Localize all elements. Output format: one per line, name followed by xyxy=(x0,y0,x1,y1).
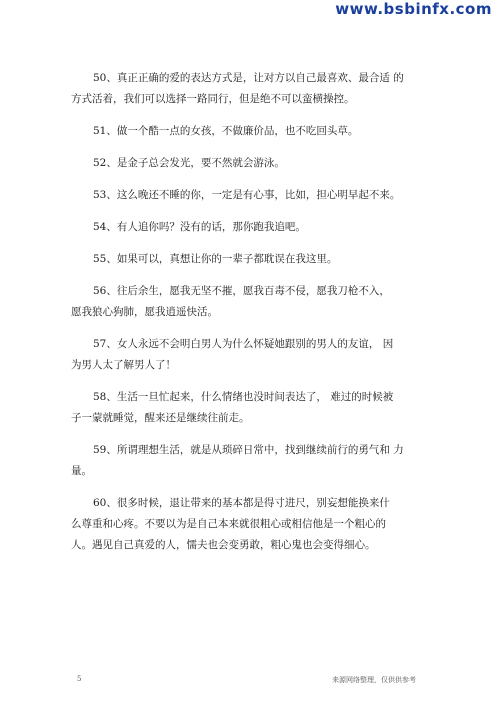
paragraph xyxy=(71,334,423,376)
paragraph xyxy=(71,440,423,482)
paragraph-line: 51、做一个酷一点的女孩，不做廉价品，也不吃回头草。 xyxy=(93,125,359,137)
paragraph-line: 愿我狼心狗肺，愿我逍遥快活。 xyxy=(71,306,218,318)
paragraph xyxy=(71,249,423,270)
paragraph-line: 55、如果可以，真想让你的一辈子都耽误在我这里。 xyxy=(93,253,338,265)
paragraph-line: 54、有人追你吗？没有的话，那你跑我追吧。 xyxy=(93,221,306,233)
paragraph-line: 58、生活一旦忙起来，什么情绪也没时间表达了， 难过的时候被 xyxy=(93,391,394,403)
paragraph-line: 53、这么晚还不睡的你，一定是有心事，比如，担心明早起不来。 xyxy=(93,189,401,201)
paragraph xyxy=(71,121,423,142)
paragraph xyxy=(71,493,423,556)
paragraph-line: 子一蒙就睡觉，醒来还是继续往前走。 xyxy=(71,412,250,424)
paragraph-line: 为男人太了解男人了！ xyxy=(71,359,176,371)
paragraph-line: 56、往后余生，愿我无坚不摧，愿我百毒不侵，愿我刀枪不入， xyxy=(93,285,390,297)
page-number: 5 xyxy=(77,675,82,683)
paragraph xyxy=(71,387,423,429)
paragraph-line: 么尊重和心疼。不要以为是自己本来就很粗心或相信他是一个粗心的 xyxy=(71,518,386,530)
paragraph-line: 方式活着，我们可以选择一路同行，但是绝不可以蛮横操控。 xyxy=(71,93,355,105)
paragraph-line: 50、真正正确的爱的表达方式是，让对方以自己最喜欢、最合适 的 xyxy=(93,72,404,84)
paragraph-line: 量。 xyxy=(71,465,92,477)
paragraph xyxy=(71,185,423,206)
paragraph xyxy=(71,153,423,174)
footer-note: 来源网络整理，仅供供参考 xyxy=(332,676,416,684)
paragraph xyxy=(71,68,423,110)
paragraph-line: 59、所谓理想生活，就是从琐碎日常中，找到继续前行的勇气和 力 xyxy=(93,444,404,456)
paragraph-line: 57、女人永远不会明白男人为什么怀疑她跟别的男人的友谊， 因 xyxy=(93,338,394,350)
paragraph-line: 52、是金子总会发光，要不然就会游泳。 xyxy=(93,157,285,169)
paragraph-line: 60、很多时候，退让带来的基本都是得寸进尺，别妄想能换来什 xyxy=(93,497,390,509)
document-body xyxy=(71,68,423,567)
paragraph-line: 人。遇见自己真爱的人，懦夫也会变勇敢，粗心鬼也会变得细心。 xyxy=(71,539,376,551)
paragraph xyxy=(71,217,423,238)
paragraph xyxy=(71,281,423,323)
site-watermark: www.bsbinfx.com xyxy=(335,0,492,18)
